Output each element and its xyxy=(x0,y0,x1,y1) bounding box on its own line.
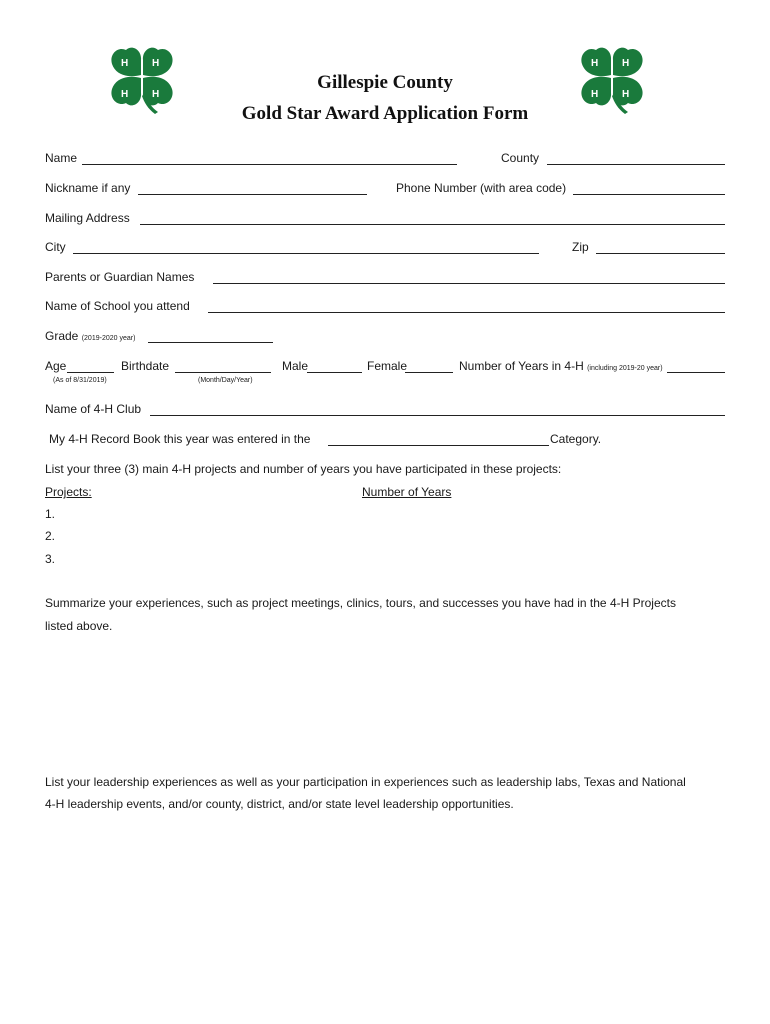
years-4h-label: Number of Years in 4-H (including 2019-20 year) xyxy=(459,359,663,373)
svg-text:H: H xyxy=(152,58,160,69)
summary-answer-area[interactable] xyxy=(45,640,725,765)
form-title: Gold Star Award Application Form xyxy=(241,103,529,124)
years-4h-note: (including 2019-20 year) xyxy=(587,365,663,372)
svg-text:H: H xyxy=(121,89,129,100)
phone-label: Phone Number (with area code) xyxy=(396,181,567,195)
record-book-suffix: Category. xyxy=(550,432,602,446)
leadership-prompt-line-2: 4-H leadership events, and/or county, district, and/or state level leadership opportunities. xyxy=(45,797,514,811)
record-book-label: My 4-H Record Book this year was entered in the xyxy=(49,432,311,446)
mailing-address-field[interactable] xyxy=(140,224,725,225)
projects-intro: List your three (3) main 4-H projects and number of years you have participated in these projects: xyxy=(45,462,562,476)
parents-label: Parents or Guardian Names xyxy=(45,270,195,284)
svg-text:H: H xyxy=(121,58,129,69)
county-title: Gillespie County xyxy=(317,72,453,93)
male-label: Male xyxy=(282,359,309,373)
summary-prompt-line-2: listed above. xyxy=(45,619,113,633)
county-label: County xyxy=(501,151,540,165)
mailing-address-label: Mailing Address xyxy=(45,211,130,225)
project-item-1[interactable]: 1. xyxy=(45,507,56,521)
zip-label: Zip xyxy=(572,240,589,254)
age-label: Age xyxy=(45,359,67,373)
svg-text:H: H xyxy=(591,89,599,100)
svg-text:H: H xyxy=(591,58,599,69)
projects-column-header: Projects: xyxy=(45,485,92,499)
male-field[interactable] xyxy=(307,372,362,373)
club-field[interactable] xyxy=(150,415,725,416)
birthdate-field[interactable] xyxy=(175,372,271,373)
years-4h-field[interactable] xyxy=(667,372,725,373)
female-label: Female xyxy=(367,359,408,373)
club-label: Name of 4-H Club xyxy=(45,402,142,416)
svg-text:H: H xyxy=(152,89,160,100)
project-item-2[interactable]: 2. xyxy=(45,529,56,543)
grade-field[interactable] xyxy=(148,342,273,343)
leadership-answer-area[interactable] xyxy=(45,820,725,1000)
name-label: Name xyxy=(45,151,78,165)
birthdate-note: (Month/Day/Year) xyxy=(198,377,253,384)
city-label: City xyxy=(45,240,66,254)
city-field[interactable] xyxy=(73,253,539,254)
age-note: (As of 8/31/2019) xyxy=(53,377,107,384)
school-label: Name of School you attend xyxy=(45,299,190,313)
nickname-field[interactable] xyxy=(138,194,367,195)
female-field[interactable] xyxy=(405,372,453,373)
svg-text:H: H xyxy=(622,89,630,100)
project-item-3[interactable]: 3. xyxy=(45,552,56,566)
phone-field[interactable] xyxy=(573,194,725,195)
age-field[interactable] xyxy=(67,372,114,373)
birthdate-label: Birthdate xyxy=(121,359,170,373)
leadership-prompt-line-1: List your leadership experiences as well as your participation in experiences such as leadership labs, Texas and National xyxy=(45,775,686,789)
grade-note: (2019-2020 year) xyxy=(81,335,136,342)
summary-prompt-line-1: Summarize your experiences, such as project meetings, clinics, tours, and successes you have had in the 4-H Projects xyxy=(45,596,676,610)
record-book-category-field[interactable] xyxy=(328,445,549,446)
school-field[interactable] xyxy=(208,312,725,313)
svg-text:H: H xyxy=(622,58,630,69)
zip-field[interactable] xyxy=(596,253,725,254)
county-field[interactable] xyxy=(547,164,725,165)
grade-label: Grade (2019-2020 year) xyxy=(45,329,136,343)
parents-field[interactable] xyxy=(213,283,725,284)
nickname-label: Nickname if any xyxy=(45,181,131,195)
name-field[interactable] xyxy=(82,164,457,165)
years-column-header: Number of Years xyxy=(362,485,452,499)
